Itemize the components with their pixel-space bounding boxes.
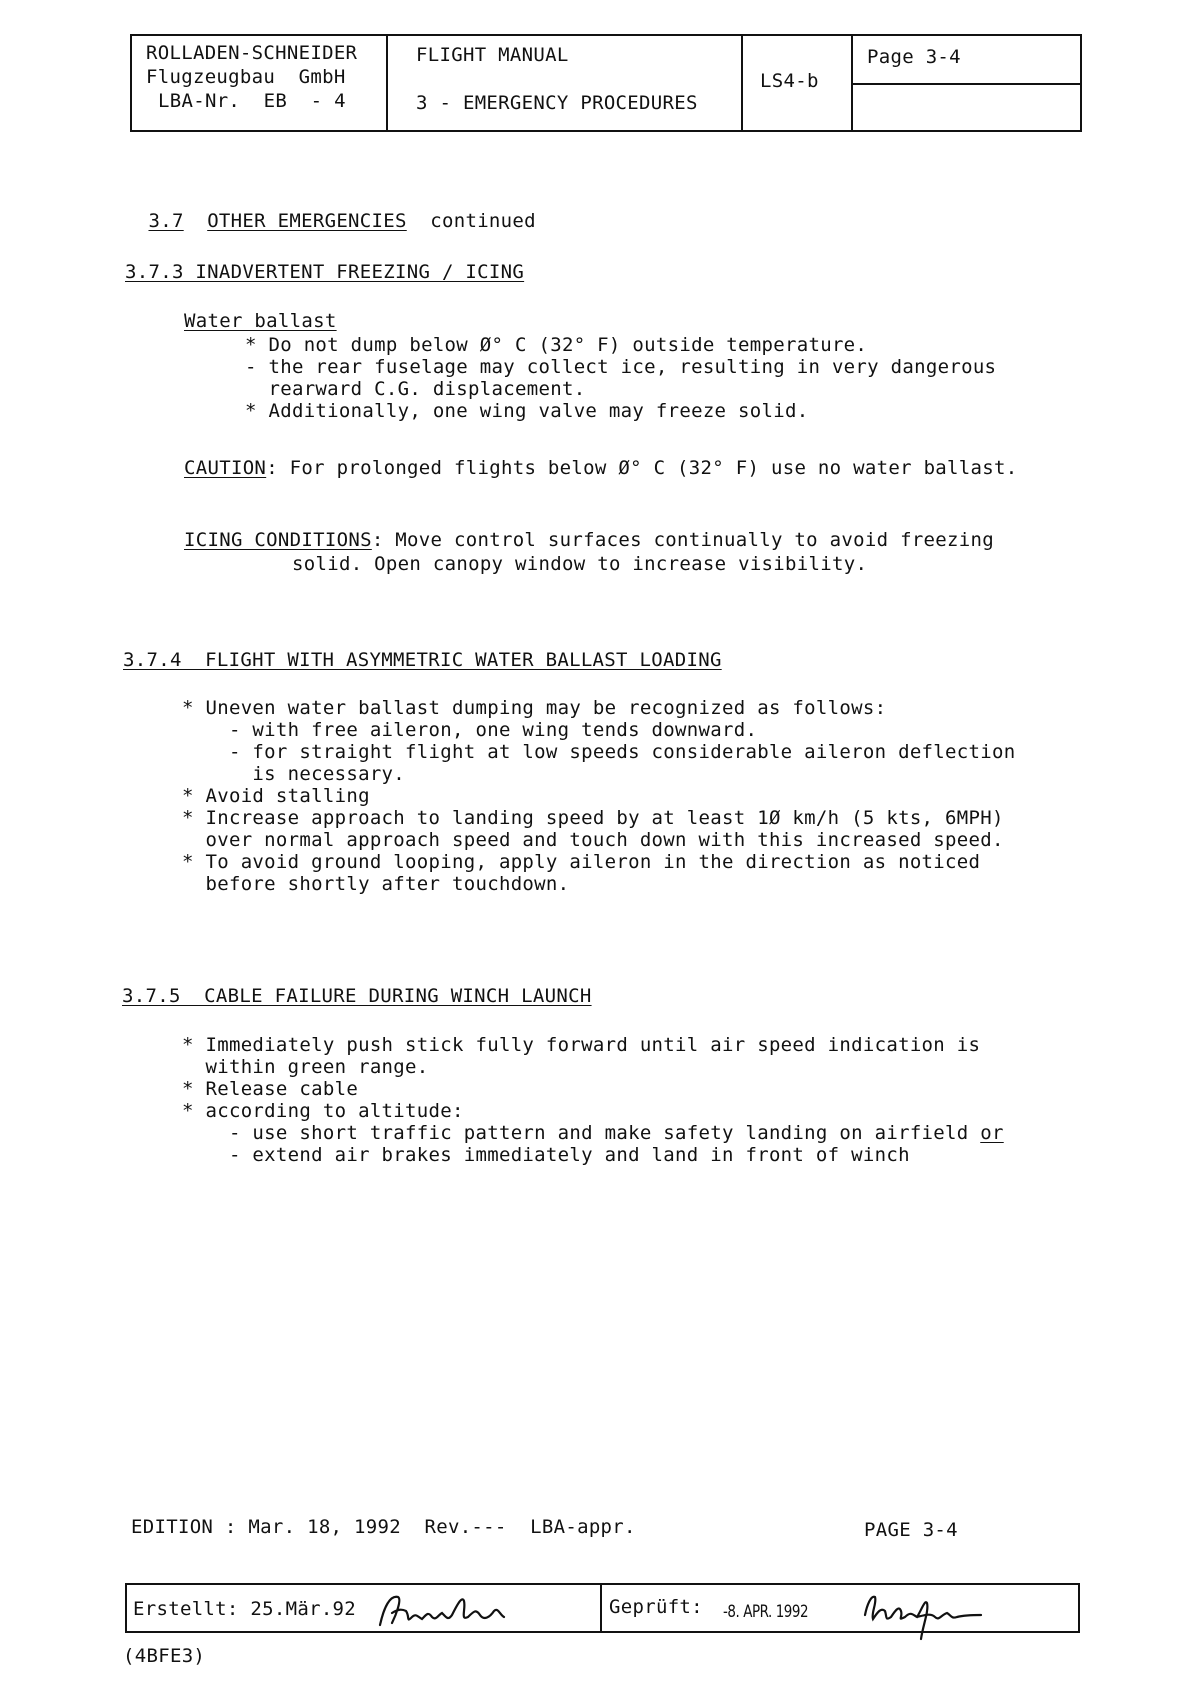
icing-text: : Move control surfaces continually to avoid freezing (371, 529, 994, 551)
list-item: within green range. (182, 1056, 429, 1078)
caution-note (184, 457, 1017, 479)
company-suffix: Flugzeugbau GmbH (146, 66, 346, 88)
document-code: (4BFE3) (123, 1645, 206, 1667)
checked-label: Geprüft: (609, 1596, 703, 1618)
list-item: rearward C.G. displacement. (245, 378, 586, 400)
list-item: - the rear fuselage may collect ice, resulting in very dangerous (245, 356, 997, 378)
cable-failure-list (182, 1034, 1004, 1166)
list-item: is necessary. (182, 763, 406, 785)
list-item: * Increase approach to landing speed by at least 1Ø km/h (5 kts, 6MPH) (182, 807, 1004, 829)
list-item: * Uneven water ballast dumping may be recognized as follows: (182, 697, 887, 719)
section-3-7-3-heading: 3.7.3 INADVERTENT FREEZING / ICING (125, 261, 525, 283)
approval-table (125, 1583, 1080, 1633)
section-title: OTHER EMERGENCIES (207, 210, 407, 232)
list-item: - for straight flight at low speeds considerable aileron deflection (182, 741, 1016, 763)
signature-right-icon (855, 1585, 985, 1647)
edition-line: EDITION : Mar. 18, 1992 Rev.--- LBA-appr. (131, 1516, 636, 1538)
list-item: * To avoid ground looping, apply aileron in the direction as noticed (182, 851, 981, 873)
list-item: * according to altitude: (182, 1100, 464, 1122)
header-divider (853, 83, 1080, 85)
lba-number: LBA-Nr. EB - 4 (158, 90, 346, 112)
section-3-7-5-heading: 3.7.5 CABLE FAILURE DURING WINCH LAUNCH (122, 985, 592, 1007)
approval-divider (600, 1585, 602, 1631)
list-item: over normal approach speed and touch down with this increased speed. (182, 829, 1004, 851)
list-item: * Immediately push stick fully forward until air speed indication is (182, 1034, 981, 1056)
list-item: * Additionally, one wing valve may freeze solid. (245, 400, 809, 422)
asymmetric-ballast-list (182, 697, 1015, 895)
water-ballast-subheading: Water ballast (184, 310, 337, 332)
model-name: LS4-b (760, 70, 819, 92)
list-item: * Do not dump below Ø° C (32° F) outside temperature. (245, 334, 868, 356)
manual-title: FLIGHT MANUAL (416, 44, 569, 66)
icing-text-continued: solid. Open canopy window to increase visibility. (292, 553, 868, 575)
section-3-7-4-heading: 3.7.4 FLIGHT WITH ASYMMETRIC WATER BALLAST LOADING (123, 649, 722, 671)
icing-label: ICING CONDITIONS (184, 529, 372, 551)
list-item: * Release cable (182, 1078, 359, 1100)
option-text: - use short traffic pattern and make safety landing on airfield (182, 1122, 981, 1144)
list-item: - extend air brakes immediately and land in front of winch (182, 1144, 910, 1166)
page-number: Page 3-4 (867, 46, 961, 68)
created-label: Erstellt: 25.Mär.92 (133, 1598, 357, 1620)
edition-page: PAGE 3-4 (864, 1519, 958, 1541)
icing-note (184, 529, 994, 551)
header-table (130, 34, 1082, 132)
company-name: ROLLADEN-SCHNEIDER (146, 42, 358, 64)
caution-text: : For prolonged flights below Ø° C (32° F) use no water ballast. (266, 457, 1018, 479)
signature-left-icon (372, 1587, 512, 1635)
chapter-title: 3 - EMERGENCY PROCEDURES (416, 92, 698, 114)
section-suffix: continued (430, 210, 536, 232)
section-number: 3.7 (148, 210, 184, 232)
list-item: - with free aileron, one wing tends downward. (182, 719, 758, 741)
list-item: before shortly after touchdown. (182, 873, 570, 895)
section-3-7-heading (125, 188, 536, 232)
caution-label: CAUTION (184, 457, 267, 479)
header-divider (386, 36, 388, 130)
list-item: * Avoid stalling (182, 785, 370, 807)
option-or: or (980, 1122, 1004, 1144)
water-ballast-list (245, 334, 996, 422)
list-item (182, 1122, 1004, 1144)
header-divider (741, 36, 743, 130)
approval-stamp-date: -8. APR. 1992 (723, 1602, 809, 1622)
